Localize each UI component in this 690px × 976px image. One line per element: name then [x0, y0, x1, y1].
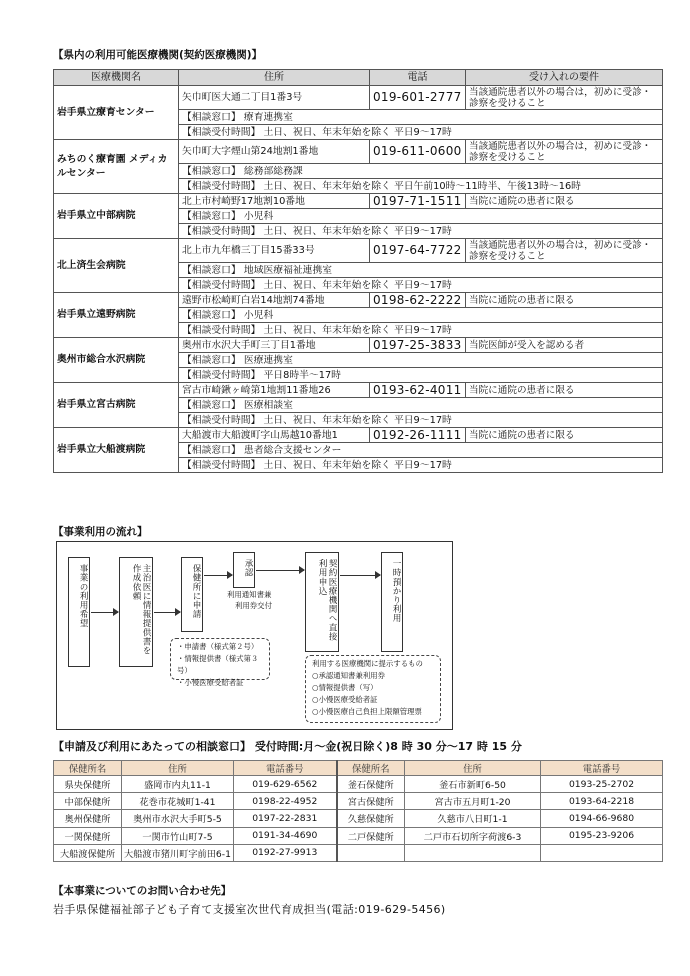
- header-hospital-name: 医療機関名: [54, 70, 179, 86]
- hospital-hours: 【相談受付時間】 平日8時半～17時: [179, 368, 663, 383]
- center-phone: 0193-25-2702: [541, 776, 663, 793]
- hospital-name: 北上済生会病院: [54, 239, 179, 293]
- health-center-row: [54, 827, 663, 844]
- flow-arrow-4: [256, 570, 304, 571]
- present-doc-item: ○小慢医療自己負担上限額管理票: [312, 707, 422, 716]
- center-address: [405, 844, 541, 861]
- header-center-name: 保健所名: [337, 761, 405, 776]
- hospital-phone: 0197-71-1511: [370, 194, 466, 209]
- hospital-row: [54, 194, 663, 209]
- hospital-address: 北上市村崎野17地割10番地: [179, 194, 370, 209]
- present-doc-item: ○承認通知書兼利用券: [312, 671, 385, 680]
- hospital-phone: 0197-25-3833: [370, 338, 466, 353]
- hospital-table-header: [54, 70, 663, 86]
- hospital-address: 矢巾町医大通二丁目1番3号: [179, 86, 370, 110]
- application-docs-box: [170, 638, 270, 687]
- center-name: 中部保健所: [54, 793, 122, 810]
- hospital-hours: 【相談受付時間】 土日、祝日、年末年始を除く 平日9～17時: [179, 323, 663, 338]
- hospital-address: 奥州市水沢大手町三丁目1番地: [179, 338, 370, 353]
- hospital-window: 【相談窓口】 療育連携室: [179, 110, 663, 125]
- center-address: 久慈市八日町1-1: [405, 810, 541, 827]
- center-name: 一関保健所: [54, 827, 122, 844]
- hospital-table: [53, 69, 663, 473]
- health-center-row: [54, 844, 663, 861]
- flow-arrow-5: [340, 575, 380, 576]
- hospital-row: [54, 293, 663, 308]
- approval-note-1: 利用通知書兼: [227, 590, 272, 599]
- hospital-requirement: 当該通院患者以外の場合は，初めに受診・診察を受けること: [466, 239, 663, 263]
- center-name: 宮古保健所: [337, 793, 405, 810]
- center-address: 大船渡市猪川町字前田6-1: [122, 844, 234, 861]
- flow-arrow-1: [91, 612, 118, 613]
- hospital-phone: 0192-26-1111: [370, 428, 466, 443]
- hospital-window: 【相談窓口】 総務部総務課: [179, 164, 663, 179]
- hospital-address: 北上市九年橋三丁目15番33号: [179, 239, 370, 263]
- center-phone: 0193-64-2218: [541, 793, 663, 810]
- hospital-window: 【相談窓口】 小児科: [179, 209, 663, 224]
- hospital-hours: 【相談受付時間】 土日、祝日、年末年始を除く 平日9～17時: [179, 413, 663, 428]
- flow-arrow-3: [204, 575, 232, 576]
- header-center-phone: 電話番号: [234, 761, 337, 776]
- present-doc-item: ○小慢医療受給者証: [312, 695, 378, 704]
- center-address: 釜石市新町6-50: [405, 776, 541, 793]
- center-name: 久慈保健所: [337, 810, 405, 827]
- flow-section-title: 【事業利用の流れ】: [53, 526, 148, 538]
- hospital-address: 大船渡市大船渡町字山馬越10番地1: [179, 428, 370, 443]
- present-docs-heading: 利用する医療機関に提示するもの: [312, 659, 423, 668]
- center-address: 二戸市石切所字荷渡6-3: [405, 827, 541, 844]
- health-center-row: [54, 776, 663, 793]
- center-name: [337, 844, 405, 861]
- hospital-row: [54, 428, 663, 443]
- center-address: 宮古市五月町1-20: [405, 793, 541, 810]
- flow-diagram: [56, 541, 453, 730]
- center-name: 奥州保健所: [54, 810, 122, 827]
- hospital-phone: 019-611-0600: [370, 140, 466, 164]
- hospitals-section-title: 【県内の利用可能医療機関(契約医療機関)】: [53, 49, 263, 61]
- hospital-phone: 0197-64-7722: [370, 239, 466, 263]
- present-doc-item: ○情報提供書（写）: [312, 683, 378, 692]
- hospital-name: 岩手県立中部病院: [54, 194, 179, 239]
- health-center-row: [54, 810, 663, 827]
- header-center-name: 保健所名: [54, 761, 122, 776]
- hospital-name: 岩手県立宮古病院: [54, 383, 179, 428]
- center-address: 一関市竹山町7-5: [122, 827, 234, 844]
- center-address: 奥州市水沢大手町5-5: [122, 810, 234, 827]
- hospital-requirement: 当該通院患者以外の場合は，初めに受診・診察を受けること: [466, 86, 663, 110]
- hospital-requirement: 当院に通院の患者に限る: [466, 293, 663, 308]
- center-name: 県央保健所: [54, 776, 122, 793]
- hospital-address: 遠野市松崎町白岩14地割74番地: [179, 293, 370, 308]
- hospital-name: みちのく療育園 メディカルセンター: [54, 140, 179, 194]
- hospital-hours: 【相談受付時間】 土日、祝日、年末年始を除く 平日9～17時: [179, 278, 663, 293]
- hospital-phone: 0193-62-4011: [370, 383, 466, 398]
- center-phone: 0194-66-9680: [541, 810, 663, 827]
- hospital-window: 【相談窓口】 患者総合支援センター: [179, 443, 663, 458]
- hospital-requirement: 当該通院患者以外の場合は，初めに受診・診察を受けること: [466, 140, 663, 164]
- flow-step-doctor: 主治医に情報提供書を作成依頼: [119, 557, 153, 667]
- hospital-row: [54, 140, 663, 164]
- health-center-header: [54, 761, 663, 776]
- hospital-hours: 【相談受付時間】 土日、祝日、年末年始を除く 平日9～17時: [179, 224, 663, 239]
- hospital-phone: 0198-62-2222: [370, 293, 466, 308]
- hospital-window: 【相談窓口】 医療連携室: [179, 353, 663, 368]
- header-center-address: 住所: [122, 761, 234, 776]
- center-address: 花巻市花城町1-41: [122, 793, 234, 810]
- hospital-window: 【相談窓口】 医療相談室: [179, 398, 663, 413]
- flow-step-direct-apply: 契約医療機関へ直接利用申込: [305, 552, 339, 652]
- hospital-row: [54, 239, 663, 263]
- hospital-requirement: 当院に通院の患者に限る: [466, 194, 663, 209]
- hospital-name: 岩手県立大船渡病院: [54, 428, 179, 473]
- center-name: 釜石保健所: [337, 776, 405, 793]
- hospital-name: 岩手県立遠野病院: [54, 293, 179, 338]
- hospital-phone: 019-601-2777: [370, 86, 466, 110]
- hospital-hours: 【相談受付時間】 土日、祝日、年末年始を除く 平日9～17時: [179, 125, 663, 140]
- application-doc-item: ・情報提供書（様式第３号）: [177, 654, 259, 675]
- hospital-row: [54, 383, 663, 398]
- hospital-row: [54, 86, 663, 110]
- center-address: 盛岡市内丸11-1: [122, 776, 234, 793]
- hospital-hours: 【相談受付時間】 土日、祝日、年末年始を除く 平日9～17時: [179, 458, 663, 473]
- application-doc-item: ・申請書（様式第２号）: [177, 642, 259, 651]
- flow-step-request: 事業の利用希望: [68, 557, 90, 667]
- header-center-address: 住所: [405, 761, 541, 776]
- hospital-hours: 【相談受付時間】 土日、祝日、年末年始を除く 平日午前10時～11時半、午後13時～16時: [179, 179, 663, 194]
- hospital-requirement: 当院医師が受入を認める者: [466, 338, 663, 353]
- flow-arrow-2: [154, 612, 180, 613]
- health-center-table: [53, 760, 663, 862]
- header-requirement: 受け入れの要件: [466, 70, 663, 86]
- header-center-phone: 電話番号: [541, 761, 663, 776]
- center-phone: 0197-22-2831: [234, 810, 337, 827]
- contact-text: 岩手県保健福祉部子ども子育て支援室次世代育成担当(電話:019-629-5456): [53, 903, 446, 916]
- consult-section-title: 【申請及び利用にあたっての相談窓口】 受付時間:月～金(祝日除く)8 時 30 分～17 時 15 分: [53, 740, 522, 753]
- center-phone: [541, 844, 663, 861]
- hospital-window: 【相談窓口】 地域医療福祉連携室: [179, 263, 663, 278]
- center-name: 大船渡保健所: [54, 844, 122, 861]
- center-phone: 0195-23-9206: [541, 827, 663, 844]
- flow-step-health-center: 保健所に申請: [181, 557, 203, 632]
- hospital-name: 奥州市総合水沢病院: [54, 338, 179, 383]
- hospital-address: 矢巾町大字煙山第24地割1番地: [179, 140, 370, 164]
- approval-note-2: 利用券交付: [235, 601, 272, 610]
- center-phone: 0191-34-4690: [234, 827, 337, 844]
- header-address: 住所: [179, 70, 370, 86]
- center-phone: 019-629-6562: [234, 776, 337, 793]
- hospital-row: [54, 338, 663, 353]
- application-doc-item: ・小慢医療受給者証: [177, 678, 244, 687]
- flow-step-approval: 承認: [233, 552, 255, 588]
- flow-step-use: 一時預かり利用: [381, 552, 403, 652]
- hospital-requirement: 当院に通院の患者に限る: [466, 428, 663, 443]
- present-docs-box: [305, 655, 441, 723]
- contact-section-title: 【本事業についてのお問い合わせ先】: [53, 885, 232, 897]
- header-phone: 電話: [370, 70, 466, 86]
- hospital-window: 【相談窓口】 小児科: [179, 308, 663, 323]
- center-phone: 0198-22-4952: [234, 793, 337, 810]
- hospital-requirement: 当院に通院の患者に限る: [466, 383, 663, 398]
- center-phone: 0192-27-9913: [234, 844, 337, 861]
- hospital-name: 岩手県立療育センター: [54, 86, 179, 140]
- center-name: 二戸保健所: [337, 827, 405, 844]
- hospital-address: 宮古市崎鍬ヶ崎第1地割11番地26: [179, 383, 370, 398]
- health-center-row: [54, 793, 663, 810]
